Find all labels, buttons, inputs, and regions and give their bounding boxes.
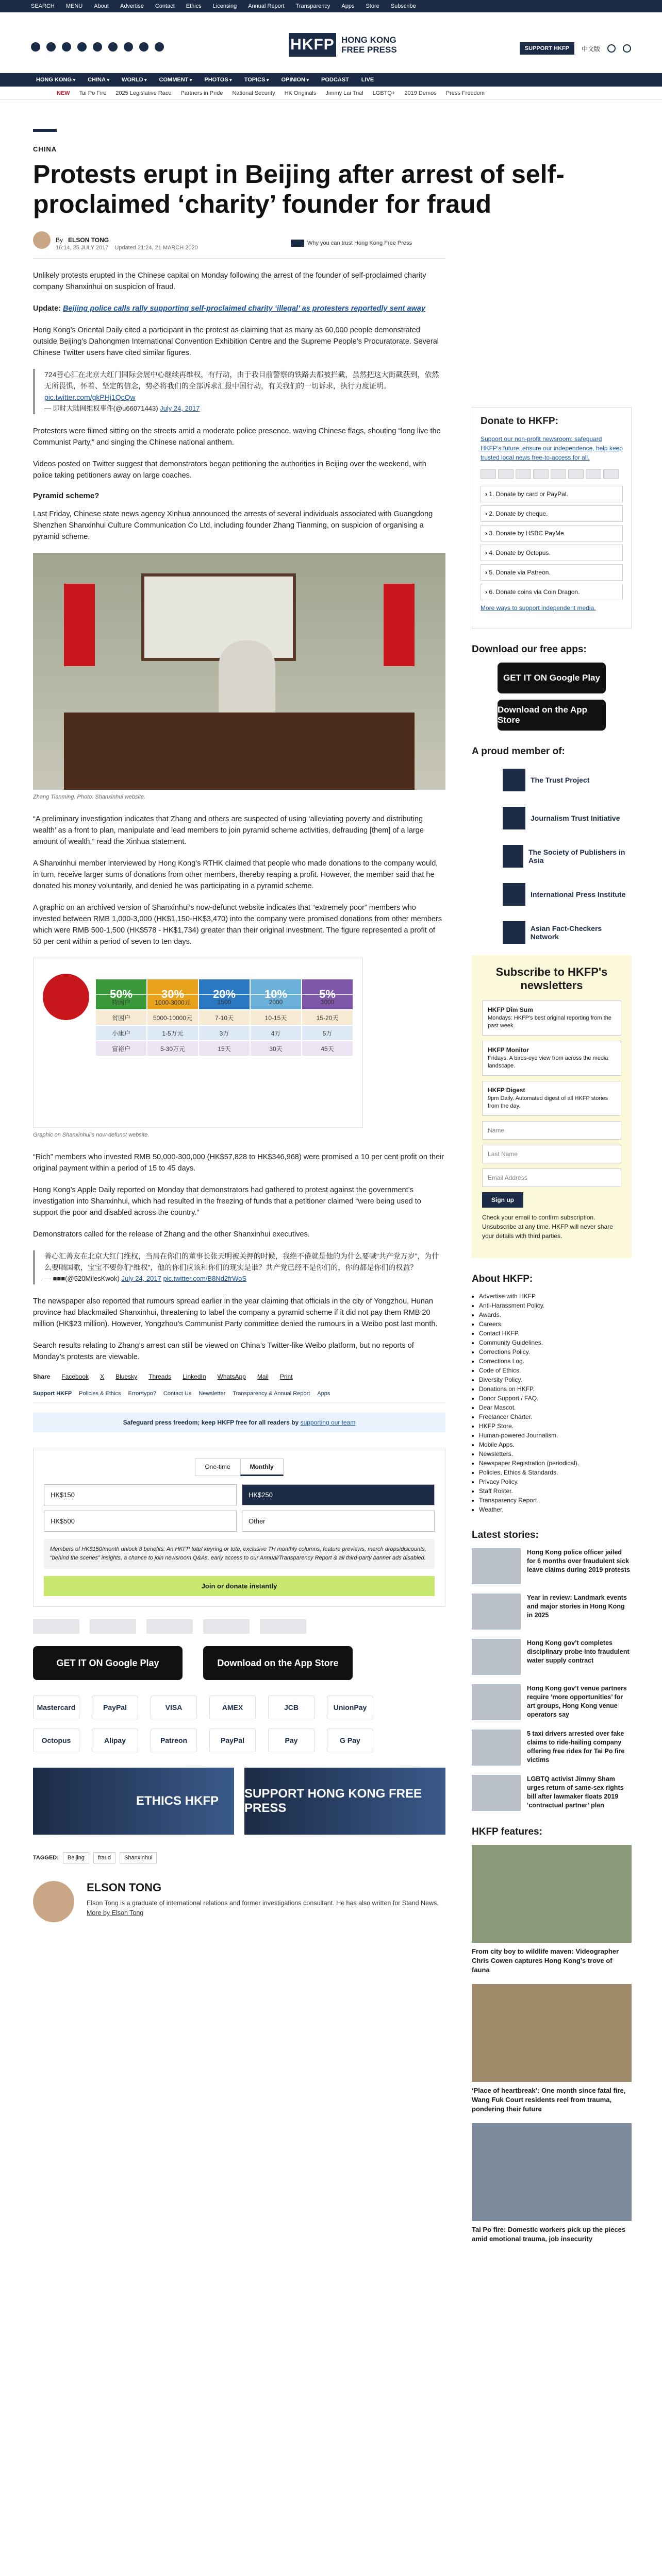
about-link[interactable]: • Mobile Apps. (479, 1440, 632, 1449)
share-bluesky[interactable]: Bluesky (115, 1373, 138, 1380)
feature-image[interactable] (472, 2123, 632, 2221)
chinese-version-link[interactable]: 中文版 (581, 45, 600, 53)
member-title: A proud member of: (472, 746, 565, 757)
partner-logo (33, 1619, 79, 1634)
trending-nav (0, 87, 662, 100)
logo-line2: FREE PRESS (341, 45, 397, 55)
about-link[interactable]: • Contact HKFP. (479, 1329, 632, 1338)
about-link[interactable]: • Community Guidelines. (479, 1338, 632, 1347)
ethics-banner[interactable]: ETHICS HKFP (33, 1768, 234, 1835)
about-link[interactable]: • Careers. (479, 1320, 632, 1329)
about-link[interactable]: • Donations on HKFP. (479, 1385, 632, 1394)
donate-intro-link[interactable]: Support our non-profit newsroom: safeguard HKFP’s future, ensure our independence, help keep trusted local news free-to-access for all. (481, 435, 623, 461)
update-link[interactable]: Beijing police calls rally supporting self-proclaimed charity ‘illegal’ as protesters reportedly sent away (63, 304, 425, 313)
card-icon (498, 469, 514, 479)
app-store-button[interactable]: Download on the App Store (498, 700, 606, 731)
paragraph: Protesters were filmed sitting on the streets amid a moderate police presence, waving Chinese flags, shouting “long live the Communist Party,” and singing the Chinese national anthem. (33, 427, 441, 447)
trending-item[interactable]: National Security (232, 90, 275, 96)
about-link[interactable]: • Awards. (479, 1311, 632, 1319)
trust-icon (291, 240, 304, 247)
apps-link[interactable]: Apps (341, 3, 355, 9)
policies-link[interactable]: Policies & Ethics (79, 1391, 121, 1397)
share-threads[interactable]: Threads (148, 1373, 172, 1380)
amex-icon[interactable]: AMEX (209, 1696, 256, 1719)
advertise-link[interactable]: Advertise (120, 3, 144, 9)
paragraph: A graphic on an archived version of Shanxinhui’s now-defunct website indicates that “extremely poor” members who invested between RMB 1,000-3,000 (HK$1,150-HK$3,470) into the company were promised donations from other members which were RMB 500-1,500 (HK$578 - HK$1,734) greater than their original investment. The figure represented a profit of 50 per cent within a period of seven to ten days. (33, 904, 442, 946)
x-icon[interactable] (46, 42, 56, 52)
author-avatar[interactable] (33, 1881, 74, 1922)
newsletter-option[interactable]: HKFP Monitor Fridays: A birds-eye view from across the media landscape. (482, 1041, 621, 1076)
about-link[interactable]: • HKFP Store. (479, 1422, 632, 1431)
about-link[interactable]: • Policies, Ethics & Standards. (479, 1468, 632, 1477)
transparency-link[interactable]: Transparency (295, 3, 330, 9)
promo-banners (33, 1768, 445, 1835)
nav-china[interactable]: CHINA ▾ (88, 77, 109, 83)
contact-link[interactable]: Contact (155, 3, 175, 9)
share-linkedin[interactable]: LinkedIn (183, 1373, 206, 1380)
safeguard-banner: Safeguard press freedom; keep HKFP free for all readers by supporting our team (33, 1413, 445, 1432)
feature-image[interactable] (472, 1845, 632, 1943)
partner-logo (260, 1619, 306, 1634)
author-bio: Elson Tong is a graduate of international relations and former investigations consultant. He has also written for Stand News. (87, 1900, 439, 1907)
partner-logo (203, 1619, 250, 1634)
about-link[interactable]: • Anti-Harassment Policy. (479, 1301, 632, 1310)
tweet-date-link[interactable]: July 24, 2017 (160, 404, 200, 412)
paragraph: Search results relating to Zhang’s arrest can still be viewed on China’s Twitter-like Weibo platform, but no reports of Monday’s protests are viewable. (33, 1342, 414, 1361)
story-thumbnail (472, 1548, 521, 1584)
author-avatar[interactable] (33, 231, 51, 249)
features-title: HKFP features: (472, 1826, 542, 1837)
member-benefits: Members of HK$150/month unlock 8 benefits: An HKFP tote/ keyring or tote, exclusive TH monthly columns, feature previews, merch drops/discounts, “behind the scenes” insights, a chance to join newsroom Q&As, early access to our Annual/Transparency Report & all third-party banner ads disabled. (44, 1539, 435, 1569)
member-logo[interactable]: Asian Fact-Checkers Network (503, 917, 632, 948)
support-banner[interactable]: SUPPORT HONG KONG FREE PRESS (244, 1768, 445, 1835)
donate-option[interactable]: › 3. Donate by HSBC PayMe. (481, 525, 623, 541)
latest-story[interactable]: Hong Kong gov’t venue partners require ‘more opportunities’ for art groups, Hong Kong venue operators say (472, 1684, 632, 1720)
donate-option[interactable]: › 2. Donate by cheque. (481, 505, 623, 522)
about-link[interactable]: • Newsletters. (479, 1450, 632, 1459)
trending-item[interactable]: Jimmy Lai Trial (325, 90, 363, 96)
trending-item[interactable]: LGBTQ+ (372, 90, 395, 96)
tab-monthly[interactable]: Monthly (240, 1459, 284, 1476)
trending-item[interactable]: HK Originals (284, 90, 317, 96)
jcb-icon[interactable]: JCB (268, 1696, 315, 1719)
google-pay-icon[interactable]: G Pay (327, 1728, 373, 1752)
share-facebook[interactable]: Facebook (61, 1373, 89, 1380)
tweet-pic-link[interactable]: pic.twitter.com/gkPHj1QcQw (44, 393, 136, 401)
partner-logo (90, 1619, 136, 1634)
author-name[interactable]: ELSON TONG (87, 1881, 162, 1894)
paragraph: Demonstrators called for the release of Zhang and the other Shanxinhui executives. (33, 1230, 310, 1239)
about-link[interactable]: • Staff Roster. (479, 1487, 632, 1496)
latest-title: Latest stories: (472, 1530, 539, 1540)
graphic-header: 10% (250, 979, 302, 1010)
apple-pay-icon[interactable]: Pay (268, 1728, 315, 1752)
member-logo[interactable]: The Trust Project (503, 765, 632, 795)
newsletter-title: Subscribe to HKFP's newsletters (495, 965, 608, 992)
feature-image[interactable] (472, 1984, 632, 2082)
nav-comment[interactable]: COMMENT ▾ (159, 77, 192, 83)
member-logo[interactable]: International Press Institute (503, 879, 632, 910)
paragraph: Last Friday, Chinese state news agency Xinhua announced the arrests of several individuals associated with Guangdong Shenzhen Shanxinhui Culture Communication Co Ltd, including founder Zhang Tianming, on suspicion of organising a pyramid scheme. (33, 510, 433, 541)
tab-one-time[interactable]: One-time (195, 1459, 240, 1476)
publish-date: 16:14, 25 JULY 2017 (56, 245, 109, 251)
linkedin-icon[interactable] (124, 42, 133, 52)
graphic-caption: Graphic on Shanxinhui’s now-defunct website. (33, 1132, 150, 1138)
more-ways-link[interactable]: More ways to support independent media. (481, 604, 596, 612)
bluesky-icon[interactable] (108, 42, 118, 52)
amount-other[interactable]: Other (242, 1511, 435, 1532)
about-link[interactable]: • Dear Mascot. (479, 1403, 632, 1412)
about-link[interactable]: • Code of Ethics. (479, 1366, 632, 1375)
support-link[interactable]: Support HKFP (33, 1391, 72, 1397)
card-icon (481, 469, 496, 479)
patreon-icon[interactable]: Patreon (151, 1728, 197, 1752)
story-thumbnail (472, 1775, 521, 1811)
about-links (472, 1292, 632, 1514)
rss-icon[interactable] (155, 42, 164, 52)
ethics-link[interactable]: Ethics (186, 3, 202, 9)
supporting-team-link[interactable]: supporting our team (300, 1419, 356, 1426)
main-nav (0, 73, 662, 87)
alipay-icon[interactable]: Alipay (92, 1728, 138, 1752)
sidebar (472, 407, 632, 2253)
about-link[interactable]: • Corrections Log. (479, 1357, 632, 1366)
mastercard-icon[interactable]: Mastercard (33, 1696, 79, 1719)
trending-item[interactable]: 2025 Legislative Race (115, 90, 172, 96)
share-x[interactable]: X (100, 1373, 105, 1380)
visa-icon[interactable]: VISA (151, 1696, 197, 1719)
masthead (0, 12, 662, 73)
story-thumbnail (472, 1639, 521, 1675)
trending-item[interactable]: Partners in Pride (180, 90, 223, 96)
donate-option[interactable]: › 4. Donate by Octopus. (481, 545, 623, 561)
member-logo[interactable]: The Society of Publishers in Asia (503, 841, 632, 872)
about-link[interactable]: • Newspaper Registration (periodical). (479, 1459, 632, 1468)
share-whatsapp[interactable]: WhatsApp (217, 1373, 246, 1380)
tags: TAGGED: Beijing fraud Shanxinhui (33, 1852, 445, 1863)
google-play-button[interactable]: GET IT ON Google Play (498, 663, 606, 693)
newsletter-note: Check your email to confirm subscription. Unsubscribe at any time. HKFP will never share your details with third parties. (482, 1214, 613, 1240)
app-store-buttons (33, 1646, 445, 1680)
telegram-icon[interactable] (139, 42, 148, 52)
top-utility-bar (0, 0, 662, 12)
annual-report-link[interactable]: Annual Report (248, 3, 285, 9)
newsletter-option[interactable]: HKFP Dim Sum Mondays: HKFP's best original reporting from the past week. (482, 1001, 621, 1036)
trending-item[interactable]: Tai Po Fire (79, 90, 107, 96)
card-icons (481, 469, 623, 479)
logo-mark: HKFP (289, 33, 336, 57)
graphic-table: 50% 30% 20% 10% 5% 特困户 1000-3000元 1500 2000 3000 贫困户 5000-10000元 7-10天 10-15天 15-20天 小康户 1-5万元 3万 4万 5万 富裕户 5-30万元 15天 30天 45天 (95, 979, 353, 1056)
about-link[interactable]: • Human-powered Journalism. (479, 1431, 632, 1440)
tweet-pic-link[interactable]: pic.twitter.com/B8Nd2frWoS (163, 1275, 247, 1282)
card-icon (551, 469, 566, 479)
search-link[interactable]: SEARCH (31, 3, 55, 9)
about-link[interactable]: About (94, 3, 109, 9)
about-link[interactable]: • Freelancer Charter. (479, 1413, 632, 1421)
author-bio-block (33, 1881, 445, 1922)
email-field[interactable]: Email Address (482, 1168, 621, 1187)
apps-title: Download our free apps: (472, 644, 587, 655)
nav-podcast[interactable]: PODCAST (321, 77, 349, 83)
amount-option[interactable]: HK$500 (44, 1511, 237, 1532)
error-link[interactable]: Error/typo? (128, 1391, 156, 1397)
byline: By ELSON TONG (33, 231, 445, 249)
shanxinhui-logo (43, 974, 89, 1020)
paypal-icon[interactable]: PayPal (209, 1728, 256, 1752)
article-title: Protests erupt in Beijing after arrest of self-proclaimed ‘charity’ founder for fraud (33, 160, 565, 218)
unionpay-icon[interactable]: UnionPay (327, 1696, 373, 1719)
donate-option[interactable]: › 1. Donate by card or PayPal. (481, 486, 623, 502)
share-bar: Share Facebook X Bluesky Threads LinkedIn WhatsApp Mail Print (33, 1373, 293, 1380)
newsletter-signup (472, 955, 632, 1258)
sign-up-button[interactable]: Sign up (482, 1192, 523, 1208)
payment-methods (33, 1696, 445, 1752)
paragraph: A Shanxinhui member interviewed by Hong Kong’s RTHK claimed that people who made donations to the company would, in turn, receive larger sums of donations from other members, thereby reaping a profit. However, the member said that he donated his money voluntarily, and denied he was participating in a pyramid scheme. (33, 859, 438, 890)
apps-link[interactable]: Apps (317, 1391, 330, 1397)
contact-us-link[interactable]: Contact Us (163, 1391, 192, 1397)
latest-story[interactable]: Year in review: Landmark events and major stories in Hong Kong in 2025 (472, 1594, 632, 1630)
paragraph: “A preliminary investigation indicates that Zhang and others are suspected of using ‘alleviating poverty and distributing wealth’ as a front to plan, manipulate and lead members to join pyramid scheme activities, defrauding [them] of a large amount of wealth,” read the Xinhua statement. (33, 815, 424, 846)
accent-bar (33, 129, 57, 132)
youtube-icon[interactable] (77, 42, 87, 52)
latest-story[interactable]: Hong Kong gov’t completes disciplinary probe into fraudulent water supply contract (472, 1639, 632, 1675)
article-photo[interactable] (33, 553, 445, 790)
card-icon (568, 469, 584, 479)
tag-item[interactable]: Beijing (63, 1852, 89, 1863)
graphic-header: 20% (198, 979, 250, 1010)
about-link[interactable]: • Diversity Policy. (479, 1376, 632, 1384)
donate-option[interactable]: › 5. Donate via Patreon. (481, 564, 623, 581)
newsletter-option[interactable]: HKFP Digest 9pm Daily. Automated digest of all HKFP stories from the day. (482, 1081, 621, 1116)
amount-option[interactable]: HK$150 (44, 1484, 237, 1505)
nav-photos[interactable]: PHOTOS ▾ (204, 77, 231, 83)
trust-link[interactable]: Why you can trust Hong Kong Free Press (291, 240, 445, 247)
latest-story[interactable]: 5 taxi drivers arrested over fake claims to ride-hailing company offering free rides for Tai Po fire victims (472, 1730, 632, 1766)
more-by-author-link[interactable]: More by Elson Tong (87, 1909, 144, 1917)
menu-link[interactable]: MENU (65, 3, 83, 9)
partner-logos (33, 1619, 445, 1634)
tag-item[interactable]: Shanxinhui (120, 1852, 157, 1863)
feature-story[interactable]: From city boy to wildlife maven: Videographer Chris Cowen captures Hong Kong’s trove of fauna (472, 1947, 619, 1974)
card-icon (586, 469, 601, 479)
about-link[interactable]: • Advertise with HKFP. (479, 1292, 632, 1301)
threads-icon[interactable] (93, 42, 102, 52)
latest-story[interactable]: Hong Kong police officer jailed for 6 months over fraudulent sick leave claims during 2019 protests (472, 1548, 632, 1584)
updated-date: Updated 21:24, 21 MARCH 2020 (114, 245, 198, 251)
divider (33, 258, 445, 259)
newsletter-link[interactable]: Newsletter (198, 1391, 226, 1397)
support-hkfp-button[interactable]: SUPPORT HKFP (520, 42, 574, 55)
graphic-header: 30% (147, 979, 198, 1010)
name-field[interactable]: Name (482, 1121, 621, 1140)
amount-option-selected[interactable]: HK$250 (242, 1484, 435, 1505)
new-badge: NEW (57, 90, 70, 96)
octopus-icon[interactable]: Octopus (33, 1728, 79, 1752)
google-play-button[interactable]: GET IT ON Google Play (33, 1646, 183, 1680)
donate-title: Donate to HKFP: (481, 416, 558, 427)
instagram-icon[interactable] (62, 42, 71, 52)
share-mail[interactable]: Mail (257, 1373, 269, 1380)
article-footer-links (33, 1391, 445, 1402)
nav-world[interactable]: WORLD ▾ (122, 77, 147, 83)
donate-widget (33, 1448, 445, 1607)
donate-sidebar-box (472, 407, 632, 629)
graphic-header: 5% (302, 979, 353, 1010)
subscribe-link[interactable]: Subscribe (390, 3, 416, 9)
about-link[interactable]: • Privacy Policy. (479, 1478, 632, 1486)
paragraph: Unlikely protests erupted in the Chinese capital on Monday following the arrest of the founder of self-proclaimed charity company Shanxinhui on suspicion of fraud. (33, 272, 426, 291)
graphic-header: 50% (95, 979, 147, 1010)
nav-live[interactable]: LIVE (361, 77, 374, 83)
user-icon[interactable] (607, 44, 616, 53)
about-link[interactable]: • Donor Support / FAQ. (479, 1394, 632, 1403)
join-donate-button[interactable]: Join or donate instantly (44, 1576, 435, 1596)
embedded-tweet: 善心汇善友在北京大红门维权，当局在你们的董事长张天明被关押的时候，我绝不倦就是他的为什么要喊“共产党万岁”，为什么要唱国歌，宝宝不要你们“维权”，他的你们应该和你们的现实是谁？共产党已经不是你们的，你的都是你们的权益？ — ■■■(@520MilesKwok) July 24, 2017 pic.twitter.com/B8Nd2frWoS (33, 1250, 445, 1284)
latest-story[interactable]: LGBTQ activist Jimmy Sham urges return of same-sex rights bill after lawmaker floats 2019 ‘contractual partner’ plan (472, 1775, 632, 1811)
author-name[interactable]: ELSON TONG (68, 236, 109, 244)
card-icon (603, 469, 619, 479)
nav-opinion[interactable]: OPINION ▾ (282, 77, 309, 83)
paragraph: Hong Kong’s Oriental Daily cited a participant in the protest as claiming that as many as 60,000 people demonstrated outside Beijing’s Dahongmen International Convention Exhibition Centre and the Supreme People’s Procuratorate. Several Chinese Twitter users have cited similar figures. (33, 326, 439, 357)
embedded-tweet: 724善心汇在北京大红门国际会展中心继续再维权，有行动，由于我目前警察的铁路去都被拦截，虽然把这大街截获到，依然无所畏惧，怀着、坚定的信念，势必将我们的全部诉求汇报中国行动，有关我们的一切诉求，执行力度证明。 pic.twitter.com/gkPHj1QcQw — 即时大陆网维权事件(@u66071443) July 24, 2017 (33, 369, 445, 414)
member-logo[interactable]: Journalism Trust Initiative (503, 803, 632, 834)
search-icon[interactable] (623, 44, 631, 53)
partner-logo (146, 1619, 193, 1634)
paragraph: The newspaper also reported that rumours spread earlier in the year claiming that officials in the city of Yongzhou, Hunan province had blackmailed Shanxinhui, threatening to label the company a pyramid scheme if it did not pay them RMB 20 million (HK$23 million). However, Yongzhou’s Communist Party committee denied the rumours in a Weibo post last month. (33, 1297, 438, 1328)
section-heading: Pyramid scheme? (33, 492, 100, 500)
paragraph: Videos posted on Twitter suggest that demonstrators began petitioning the authorities in Beijing over the weekend, with police taking petitioners away on large coaches. (33, 460, 426, 480)
tag-item[interactable]: fraud (93, 1852, 115, 1863)
donate-option[interactable]: › 6. Donate coins via Coin Dragon. (481, 584, 623, 600)
trending-item[interactable]: 2019 Demos (404, 90, 437, 96)
social-icons (31, 42, 164, 52)
photo-caption: Zhang Tianming. Photo: Shanxinhui website. (33, 794, 146, 800)
nav-topics[interactable]: TOPICS ▾ (244, 77, 269, 83)
card-icon (533, 469, 549, 479)
about-link[interactable]: • Transparency Report. (479, 1496, 632, 1505)
paragraph: “Rich” members who invested RMB 50,000-300,000 (HK$57,828 to HK$346,968) were promised a 10 per cent profit on their original payment within a period of 15 to 45 days. (33, 1153, 444, 1173)
story-thumbnail (472, 1730, 521, 1766)
transparency-report-link[interactable]: Transparency & Annual Report (233, 1391, 310, 1397)
nav-hong-kong[interactable]: HONG KONG ▾ (36, 77, 75, 83)
store-link[interactable]: Store (366, 3, 379, 9)
update-note: Update: Beijing police calls rally supporting self-proclaimed charity ‘illegal’ as protesters reportedly sent away (33, 304, 425, 313)
feature-story[interactable]: ‘Place of heartbreak’: One month since fatal fire, Wang Fuk Court residents reel from trauma, pondering their future (472, 2087, 626, 2113)
story-thumbnail (472, 1594, 521, 1630)
site-logo[interactable] (289, 33, 397, 57)
shanxinhui-graphic[interactable] (33, 958, 363, 1128)
feature-story[interactable]: Tai Po fire: Domestic workers pick up the pieces amid emotional trauma, job insecurity (472, 2226, 626, 2243)
about-link[interactable]: • Corrections Policy. (479, 1348, 632, 1357)
about-title: About HKFP: (472, 1274, 533, 1284)
licensing-link[interactable]: Licensing (212, 3, 237, 9)
card-icon (516, 469, 531, 479)
paragraph: Hong Kong’s Apple Daily reported on Monday that demonstrators had gathered to protest against the government’s investigation into Shanxinhui, which had resulted in the freezing of funds that a petitioner claimed “were being used to support the poor and disabled across the country.” (33, 1186, 421, 1217)
app-store-button[interactable]: Download on the App Store (203, 1646, 353, 1680)
about-link[interactable]: • Weather. (479, 1505, 632, 1514)
story-thumbnail (472, 1684, 521, 1720)
tweet-date-link[interactable]: July 24, 2017 (121, 1275, 161, 1282)
paypal-icon[interactable]: PayPal (92, 1696, 138, 1719)
facebook-icon[interactable] (31, 42, 40, 52)
share-print[interactable]: Print (279, 1373, 293, 1380)
last-name-field[interactable]: Last Name (482, 1145, 621, 1163)
trending-item[interactable]: Press Freedom (445, 90, 485, 96)
logo-line1: HONG KONG (341, 35, 396, 45)
category-kicker[interactable]: CHINA (33, 145, 57, 153)
